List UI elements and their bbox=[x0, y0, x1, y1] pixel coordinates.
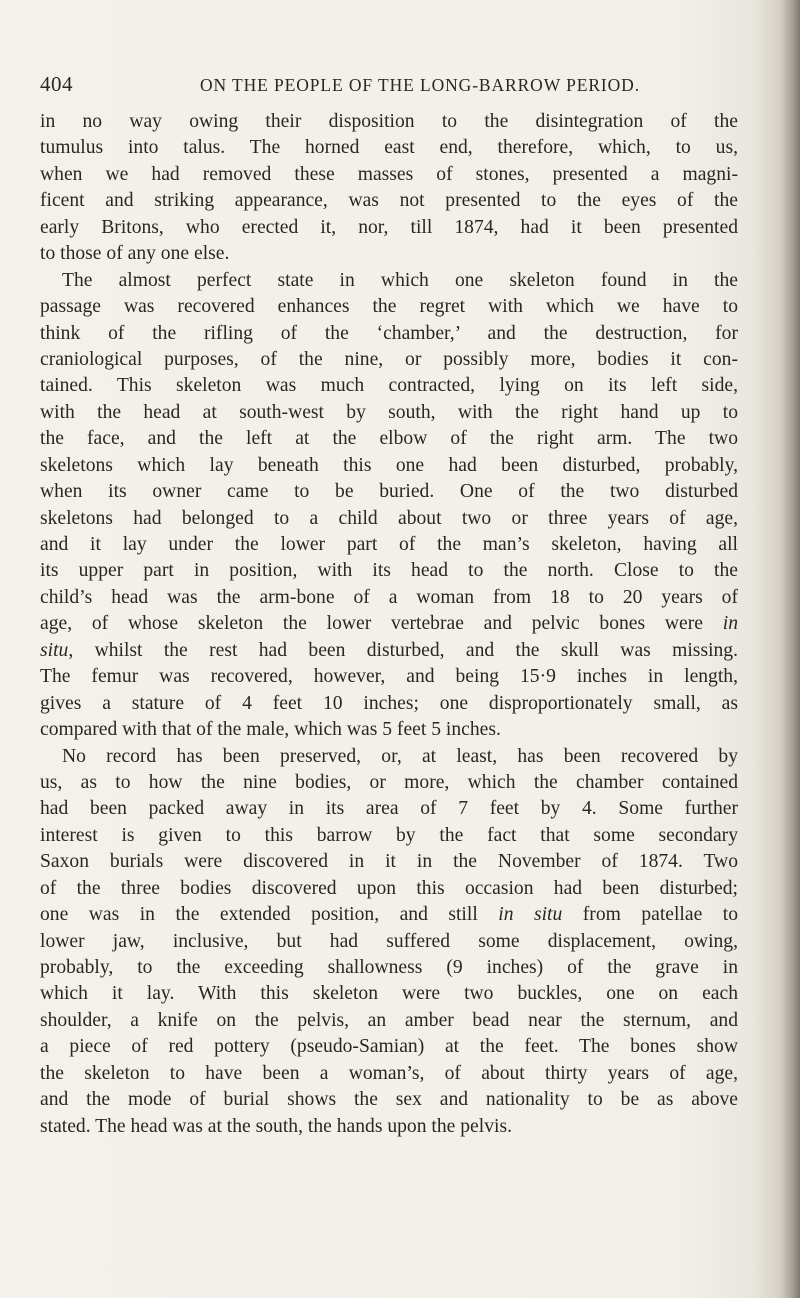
text-line: shoulder, a knife on the pelvis, an amber bead near the sternum, and bbox=[40, 1009, 738, 1031]
text-line: tained. This skeleton was much contracted, lying on its left side, bbox=[40, 375, 738, 397]
body-text bbox=[40, 109, 738, 1140]
text-line: a piece of red pottery (pseudo-Samian) at the feet. The bones show bbox=[40, 1036, 738, 1058]
text-line: lower jaw, inclusive, but had suffered some displacement, owing, bbox=[40, 930, 738, 952]
text-line: passage was recovered enhances the regret with which we have to bbox=[40, 296, 738, 318]
text-line: No record has been preserved, or, at least, has been recovered by bbox=[62, 745, 738, 767]
text-line: child’s head was the arm-bone of a woman from 18 to 20 years of bbox=[40, 586, 738, 608]
text-line: one was in the extended position, and still in situ from patellae to bbox=[40, 904, 738, 926]
text-line: compared with that of the male, which was 5 feet 5 inches. bbox=[40, 719, 501, 741]
text-line: interest is given to this barrow by the fact that some secondary bbox=[40, 824, 738, 846]
text-line: stated. The head was at the south, the hands upon the pelvis. bbox=[40, 1115, 512, 1137]
text-line: tumulus into talus. The horned east end, therefore, which, to us, bbox=[40, 137, 738, 159]
page-edge-shadow bbox=[782, 0, 800, 1298]
text-line: had been packed away in its area of 7 feet by 4. Some further bbox=[40, 798, 738, 820]
text-line: Saxon burials were discovered in it in the November of 1874. Two bbox=[40, 851, 738, 873]
text-line: of the three bodies discovered upon this occasion had been disturbed; bbox=[40, 877, 738, 899]
text-line: age, of whose skeleton the lower vertebrae and pelvic bones were in bbox=[40, 613, 738, 635]
page-header bbox=[40, 72, 740, 102]
text-line: to those of any one else. bbox=[40, 243, 230, 265]
text-line: the skeleton to have been a woman’s, of about thirty years of age, bbox=[40, 1062, 738, 1084]
text-line: craniological purposes, of the nine, or possibly more, bodies it con- bbox=[40, 348, 738, 370]
text-line: skeletons had belonged to a child about two or three years of age, bbox=[40, 507, 738, 529]
text-line: early Britons, who erected it, nor, till 1874, had it been presented bbox=[40, 216, 738, 238]
text-line: the face, and the left at the elbow of the right arm. The two bbox=[40, 428, 738, 450]
text-line: situ, whilst the rest had been disturbed, and the skull was missing. bbox=[40, 639, 738, 661]
italic-term: in bbox=[722, 613, 738, 635]
text-line: us, as to how the nine bodies, or more, which the chamber contained bbox=[40, 771, 738, 793]
text-line: when its owner came to be buried. One of the two disturbed bbox=[40, 481, 738, 503]
text-line: its upper part in position, with its head to the north. Close to the bbox=[40, 560, 738, 582]
text-line: with the head at south-west by south, with the right hand up to bbox=[40, 401, 738, 423]
text-line: ficent and striking appearance, was not presented to the eyes of the bbox=[40, 190, 738, 212]
text-line: think of the rifling of the ‘chamber,’ and the destruction, for bbox=[40, 322, 738, 344]
text-line: which it lay. With this skeleton were two buckles, one on each bbox=[40, 983, 738, 1005]
text-line: and the mode of burial shows the sex and nationality to be as above bbox=[40, 1089, 738, 1111]
text-line: skeletons which lay beneath this one had been disturbed, probably, bbox=[40, 454, 738, 476]
italic-term: in situ bbox=[498, 904, 563, 926]
text-line: gives a stature of 4 feet 10 inches; one disproportionately small, as bbox=[40, 692, 738, 714]
text-line: in no way owing their disposition to the disintegration of the bbox=[40, 111, 738, 132]
text-line: The femur was recovered, however, and being 15·9 inches in length, bbox=[40, 666, 738, 688]
text-line: and it lay under the lower part of the man’s skeleton, having all bbox=[40, 534, 738, 555]
running-title: ON THE PEOPLE OF THE LONG-BARROW PERIOD. bbox=[200, 75, 640, 95]
italic-term: situ bbox=[40, 639, 69, 661]
text-line: probably, to the exceeding shallowness (9 inches) of the grave in bbox=[40, 957, 738, 978]
text-line: when we had removed these masses of stones, presented a magni- bbox=[40, 163, 738, 185]
text-line: The almost perfect state in which one skeleton found in the bbox=[62, 269, 738, 291]
page-number: 404 bbox=[40, 72, 73, 96]
